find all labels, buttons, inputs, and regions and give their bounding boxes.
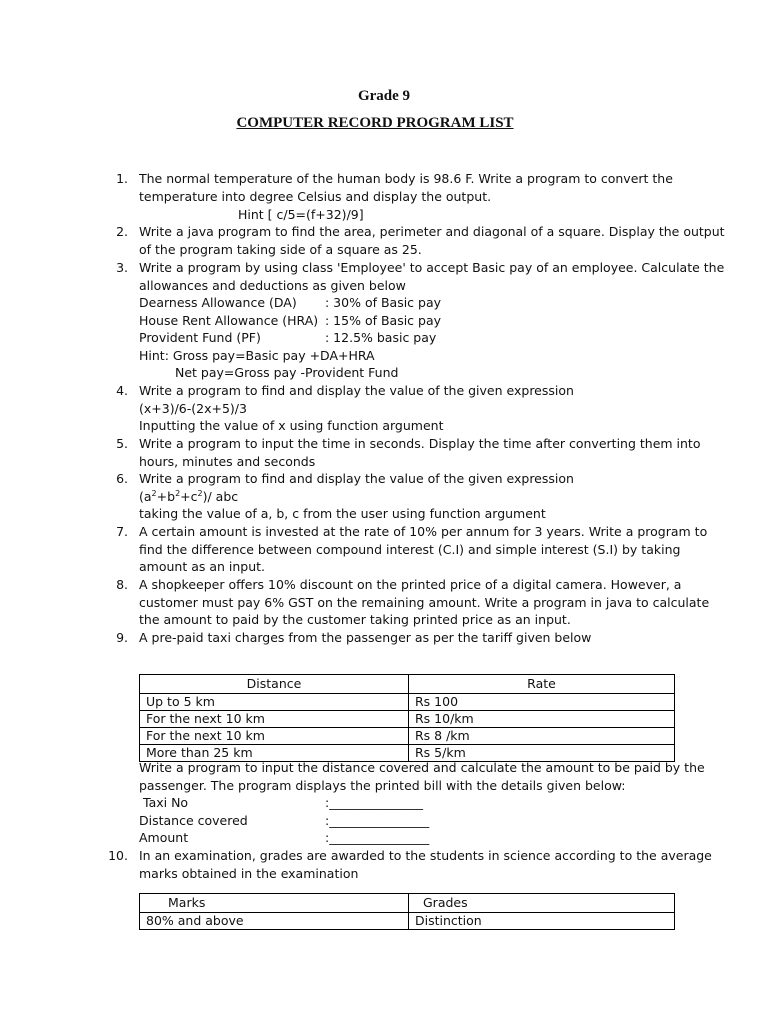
item-text: temperature into degree Celsius and display the output.	[139, 189, 492, 204]
taxi-tariff-table	[139, 674, 675, 762]
table-cell: Rs 8 /km	[409, 728, 675, 745]
table-header: Marks	[140, 894, 409, 913]
table-header: Grades	[409, 894, 675, 913]
item-number: 5.	[116, 436, 128, 451]
allowance-label: Provident Fund (PF)	[139, 330, 261, 345]
item-text: A pre-paid taxi charges from the passenger as per the tariff given below	[139, 630, 592, 645]
table-row	[140, 728, 675, 745]
item-number: 7.	[116, 524, 128, 539]
table-row	[140, 913, 675, 930]
item-text: Write a java program to find the area, perimeter and diagonal of a square. Display the output	[139, 224, 725, 239]
item-number: 10.	[108, 848, 128, 863]
table-cell: More than 25 km	[140, 745, 409, 762]
table-header: Rate	[409, 675, 675, 694]
allowance-value: : 12.5% basic pay	[325, 330, 437, 345]
item-text: In an examination, grades are awarded to the students in science according to the average	[139, 848, 712, 863]
expression-text: (x+3)/6-(2x+5)/3	[139, 401, 247, 416]
bill-label: Amount	[139, 830, 189, 845]
table-cell: Rs 5/km	[409, 745, 675, 762]
table-header: Distance	[140, 675, 409, 694]
table-cell: For the next 10 km	[140, 711, 409, 728]
bill-value: :________________	[325, 813, 430, 828]
bill-value: :________________	[325, 830, 430, 845]
allowance-label: Dearness Allowance (DA)	[139, 295, 297, 310]
hint-text: Hint: Gross pay=Basic pay +DA+HRA	[139, 348, 375, 363]
allowance-label: House Rent Allowance (HRA)	[139, 313, 319, 328]
bill-label: Taxi No	[143, 795, 189, 810]
table-cell: Rs 100	[409, 694, 675, 711]
document-title: COMPUTER RECORD PROGRAM LIST	[236, 115, 514, 131]
item-text: Write a program by using class 'Employee' to accept Basic pay of an employee. Calculate the	[139, 260, 725, 275]
item-text: Write a program to input the time in seconds. Display the time after converting them into	[139, 436, 701, 451]
item-number: 4.	[116, 383, 128, 398]
table-cell: For the next 10 km	[140, 728, 409, 745]
item-text: amount as an input.	[139, 559, 266, 574]
item-text: A certain amount is invested at the rate of 10% per annum for 3 years. Write a program to	[139, 524, 708, 539]
item-text: passenger. The program displays the printed bill with the details given below:	[139, 778, 626, 793]
document-grade: Grade 9	[357, 88, 411, 104]
expression-text: $(a^2+b^2+c^2)/$ abc	[139, 489, 239, 504]
item-number: 2.	[116, 224, 128, 239]
table-row	[140, 694, 675, 711]
item-number: 6.	[116, 471, 128, 486]
item-text: The normal temperature of the human body is 98.6 F. Write a program to convert the	[139, 171, 673, 186]
allowance-value: : 30% of Basic pay	[325, 295, 442, 310]
item-text: the amount to paid by the customer taking printed price as an input.	[139, 612, 571, 627]
item-text: Inputting the value of x using function argument	[139, 418, 444, 433]
hint-text: Net pay=Gross pay -Provident Fund	[175, 365, 399, 380]
item-text: find the difference between compound interest (C.I) and simple interest (S.I) by taking	[139, 542, 681, 557]
item-text: Write a program to find and display the value of the given expression	[139, 471, 574, 486]
item-text: Write a program to input the distance covered and calculate the amount to be paid by the	[139, 760, 705, 775]
item-text: marks obtained in the examination	[139, 866, 359, 881]
item-text: customer must pay 6% GST on the remaining amount. Write a program in java to calculate	[139, 595, 710, 610]
item-text: A shopkeeper offers 10% discount on the printed price of a digital camera. However, a	[139, 577, 682, 592]
table-cell: Rs 10/km	[409, 711, 675, 728]
table-header-row	[140, 675, 675, 694]
bill-label: Distance covered	[139, 813, 248, 828]
item-text: taking the value of a, b, c from the user using function argument	[139, 506, 546, 521]
item-text: hours, minutes and seconds	[139, 454, 316, 469]
item-number: 8.	[116, 577, 128, 592]
item-number: 3.	[116, 260, 128, 275]
item-number: 1.	[116, 171, 128, 186]
item-text: Write a program to find and display the value of the given expression	[139, 383, 574, 398]
hint-text: Hint [ c/5=(f+32)/9]	[238, 207, 364, 222]
table-cell: Distinction	[409, 913, 675, 930]
grades-table	[139, 893, 675, 930]
item-number: 9.	[116, 630, 128, 645]
table-header-row	[140, 894, 675, 913]
table-cell: 80% and above	[140, 913, 409, 930]
item-text: of the program taking side of a square as 25.	[139, 242, 422, 257]
allowance-value: : 15% of Basic pay	[325, 313, 442, 328]
table-row	[140, 711, 675, 728]
bill-value: :_______________	[325, 795, 423, 810]
table-cell: Up to 5 km	[140, 694, 409, 711]
item-text: allowances and deductions as given below	[139, 278, 406, 293]
